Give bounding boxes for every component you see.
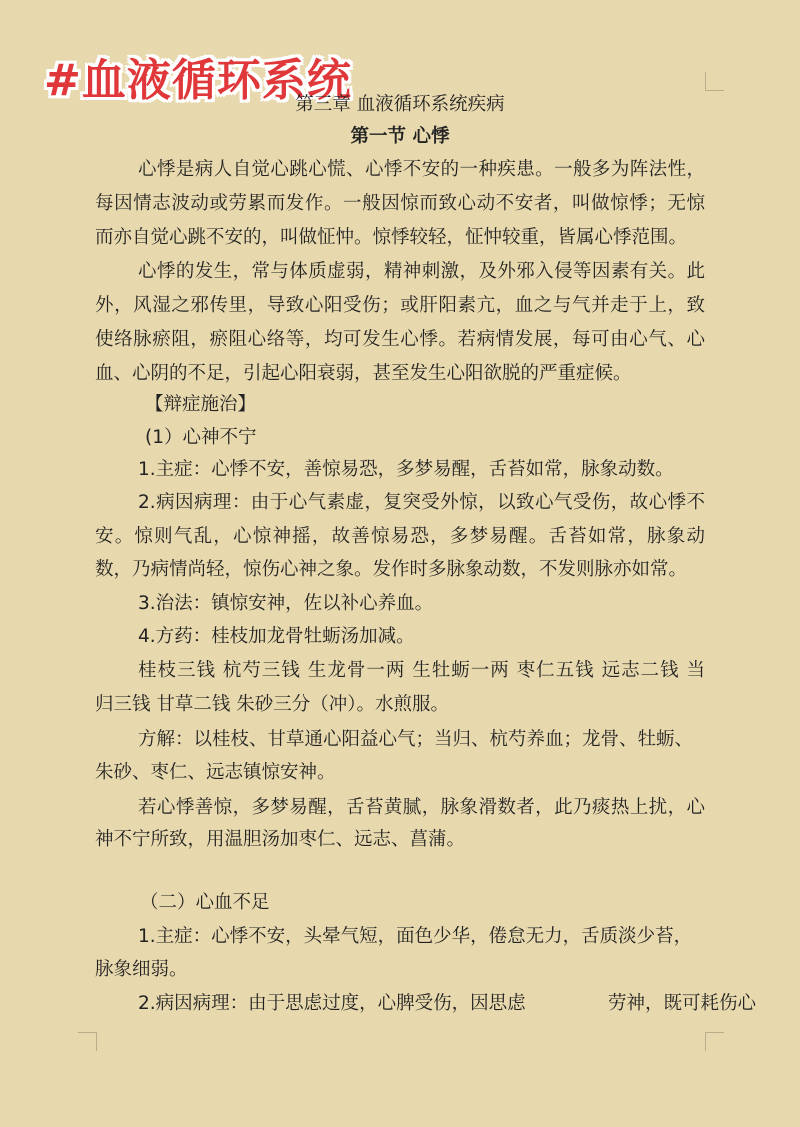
subheading: 【辩症施治】 bbox=[145, 394, 257, 415]
topic-hashtag-title: #血液循环系统 bbox=[44, 55, 352, 106]
text-line: 心悸的发生，常与体质虚弱，精神刺激，及外邪入侵等因素有关。此 bbox=[138, 261, 705, 282]
page-corner-mark bbox=[705, 1032, 724, 1051]
text-line: 方解：以桂枝、甘草通心阳益心气；当归、杭芍养血；龙骨、牡蛎、 bbox=[138, 729, 694, 750]
text-line: 劳神，既可耗伤心 bbox=[608, 993, 757, 1014]
chapter-title: 第三章 血液循环系统疾病 bbox=[295, 94, 505, 115]
subheading: （二）心血不足 bbox=[140, 892, 270, 913]
section-title: 第一节 心悸 bbox=[350, 126, 450, 147]
text-line: 外，风湿之邪传里，导致心阳受伤；或肝阳素亢，血之与气并走于上，致 bbox=[95, 295, 705, 316]
page-corner-mark bbox=[78, 1032, 97, 1051]
text-line: 数，乃病情尚轻，惊伤心神之象。发作时多脉象动数，不发则脉亦如常。 bbox=[95, 559, 688, 580]
text-line: 1.主症：心悸不安，善惊易恐，多梦易醒，舌苔如常，脉象动数。 bbox=[138, 459, 674, 480]
text-line: 4.方药：桂枝加龙骨牡蛎汤加减。 bbox=[138, 626, 415, 647]
text-line: 1.主症：心悸不安，头晕气短，面色少华，倦怠无力，舌质淡少苔， bbox=[138, 926, 693, 947]
text-line: 2.病因病理：由于心气素虚，复突受外惊，以致心气受伤，故心悸不 bbox=[138, 492, 705, 513]
text-line: 桂枝三钱 杭芍三钱 生龙骨一两 生牡蛎一两 枣仁五钱 远志二钱 当 bbox=[138, 660, 705, 681]
text-line: 3.治法：镇惊安神，佐以补心养血。 bbox=[138, 593, 434, 614]
text-line: 脉象细弱。 bbox=[95, 959, 188, 980]
subheading: (1）心神不宁 bbox=[145, 427, 257, 448]
text-line: 归三钱 甘草二钱 朱砂三分（冲）。水煎服。 bbox=[95, 694, 450, 715]
text-line: 心悸是病人自觉心跳心慌、心悸不安的一种疾患。一般多为阵法性， bbox=[138, 159, 705, 180]
text-line: 血、心阴的不足，引起心阳衰弱，甚至发生心阳欲脱的严重症候。 bbox=[95, 363, 632, 384]
text-line: 神不宁所致，用温胆汤加枣仁、远志、菖蒲。 bbox=[95, 829, 466, 850]
text-line: 每因情志波动或劳累而发作。一般因惊而致心动不安者，叫做惊悸；无惊 bbox=[95, 193, 705, 214]
text-line: 若心悸善惊，多梦易醒，舌苔黄腻，脉象滑数者，此乃痰热上扰，心 bbox=[138, 797, 705, 818]
text-line: 而亦自觉心跳不安的，叫做怔忡。惊悸较轻，怔忡较重，皆属心悸范围。 bbox=[95, 227, 688, 248]
page-corner-mark bbox=[705, 72, 724, 91]
text-line: 使络脉瘀阻，瘀阻心络等，均可发生心悸。若病情发展，每可由心气、心 bbox=[95, 329, 705, 350]
text-line: 朱砂、枣仁、远志镇惊安神。 bbox=[95, 762, 336, 783]
text-line: 安。惊则气乱，心惊神摇，故善惊易恐，多梦易醒。舌苔如常，脉象动 bbox=[95, 526, 705, 547]
text-line: 2.病因病理：由于思虑过度，心脾受伤，因思虑 bbox=[138, 993, 526, 1014]
